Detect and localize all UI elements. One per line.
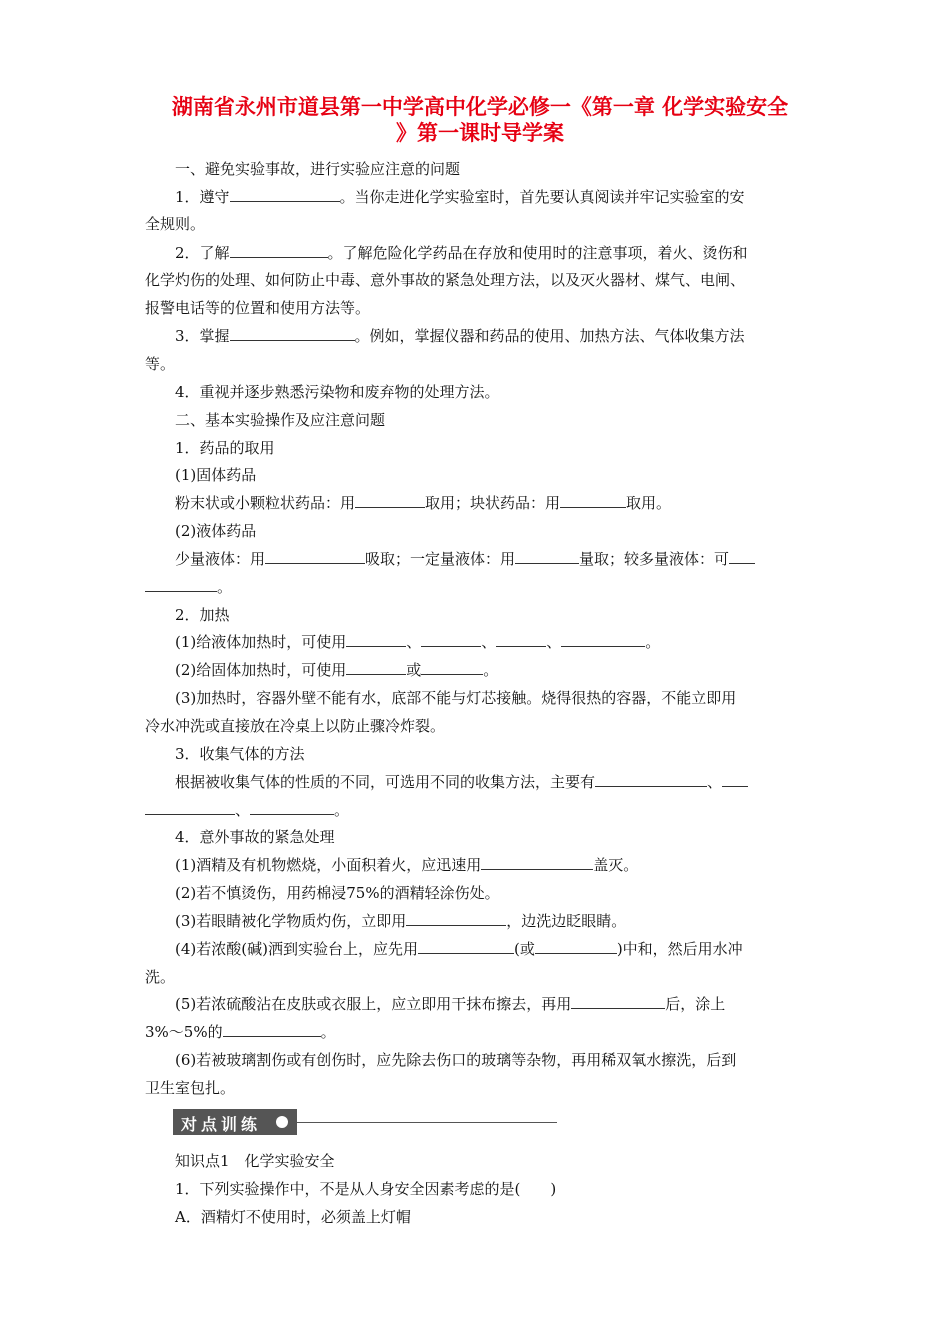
liquid-text-a: 少量液体：用 [175, 550, 266, 568]
sub-1b-heading: (2)液体药品 [175, 522, 257, 540]
emergency-4-line-2: 洗。 [145, 968, 176, 986]
heating-note-line-2: 冷水冲洗或直接放在冷桌上以防止骤冷炸裂。 [145, 717, 446, 735]
blank-field [230, 243, 328, 258]
emergency-3-line [175, 911, 626, 931]
blank-field [535, 939, 617, 954]
item-1-text-a: 1．遵守 [175, 188, 230, 206]
liquid-reagent-line [175, 549, 755, 569]
knowledge-point-heading: 知识点1 化学实验安全 [175, 1152, 335, 1170]
blank-field [418, 939, 514, 954]
emergency-6-line-2: 卫生室包扎。 [145, 1079, 236, 1097]
sub-1a-heading: (1)固体药品 [175, 466, 257, 484]
sub-1-heading: 1．药品的取用 [175, 439, 275, 457]
emergency-1-text-b: 盖灭。 [593, 856, 639, 874]
blank-field [571, 994, 665, 1009]
emergency-4-line [175, 939, 743, 959]
emergency-5-text-a: (5)若浓硫酸沾在皮肤或衣服上，应立即用干抹布擦去，再用 [175, 995, 572, 1013]
sub-2-heading: 2．加热 [175, 606, 230, 624]
item-1-line [175, 187, 745, 207]
question-1: 1．下列实验操作中，不是从人身安全因素考虑的是( ) [175, 1180, 557, 1198]
heating-note-line: (3)加热时，容器外壁不能有水，底部不能与灯芯接触。烧得很热的容器，不能立即用 [175, 689, 737, 707]
sub-3-heading: 3．收集气体的方法 [175, 745, 305, 763]
blank-field [145, 577, 217, 592]
solid-text-a: 粉末状或小颗粒状药品：用 [175, 494, 356, 512]
emergency-6-line: (6)若被玻璃割伤或有创伤时，应先除去伤口的玻璃等杂物，再用稀双氧水擦洗，后到 [175, 1051, 737, 1069]
emergency-4-text-a: (4)若浓酸(碱)洒到实验台上，应先用 [175, 940, 418, 958]
solid-text-c: 取用。 [626, 494, 672, 512]
item-3-text-b: 。例如，掌握仪器和药品的使用、加热方法、气体收集方法 [354, 327, 745, 345]
gas-collect-line [175, 772, 748, 792]
separator: 、 [235, 801, 251, 819]
separator: 、 [707, 773, 723, 791]
blank-field [223, 1022, 321, 1037]
section-2-heading: 二、基本实验操作及应注意问题 [175, 411, 386, 429]
blank-field [346, 660, 406, 675]
blank-field [406, 911, 506, 926]
separator: 、 [481, 633, 497, 651]
liquid-text-c: 量取；较多量液体：可 [579, 550, 730, 568]
emergency-3-text-a: (3)若眼睛被化学物质灼伤，立即用 [175, 912, 407, 930]
blank-field [421, 632, 481, 647]
emergency-5-text-c: 3%～5%的 [145, 1023, 223, 1041]
item-3-line-2: 等。 [145, 355, 176, 373]
end-mark: 。 [334, 801, 350, 819]
item-2-text-b: 。了解危险化学药品在存放和使用时的注意事项，着火、烫伤和 [327, 244, 748, 262]
item-3-line [175, 326, 745, 346]
blank-field [481, 855, 593, 870]
page-title-line-2: 》第一课时导学案 [396, 121, 564, 145]
emergency-3-text-b: ，边洗边眨眼睛。 [506, 912, 627, 930]
gas-collect-line-2 [145, 800, 349, 820]
emergency-5-text-b: 后，涂上 [665, 995, 726, 1013]
banner-rule [297, 1122, 557, 1123]
item-2-line [175, 243, 748, 263]
emergency-5-line [175, 994, 725, 1014]
bullet-dot-icon [276, 1116, 288, 1128]
blank-field [722, 772, 748, 787]
section-1-heading: 一、避免实验事故，进行实验应注意的问题 [175, 160, 461, 178]
heating-solid-text-c: 。 [483, 661, 499, 679]
separator: 、 [406, 633, 422, 651]
solid-reagent-line [175, 493, 671, 513]
item-1-line-2: 全规则。 [145, 215, 206, 233]
emergency-5-line-2 [145, 1022, 336, 1042]
item-3-text-a: 3．掌握 [175, 327, 230, 345]
blank-field [561, 632, 645, 647]
emergency-4-text-c: )中和，然后用水冲 [616, 940, 743, 958]
practice-banner [173, 1109, 557, 1135]
sub-4-heading: 4．意外事故的紧急处理 [175, 828, 335, 846]
solid-text-b: 取用；块状药品：用 [425, 494, 561, 512]
liquid-text-b: 吸取；一定量液体：用 [365, 550, 516, 568]
heating-solid-text-b: 或 [406, 661, 422, 679]
item-2-line-3: 报警电话等的位置和使用方法等。 [145, 299, 371, 317]
question-1-option-a: A．酒精灯不使用时，必须盖上灯帽 [175, 1208, 411, 1226]
gas-collect-text-a: 根据被收集气体的性质的不同，可选用不同的收集方法，主要有 [175, 773, 596, 791]
emergency-2-line: (2)若不慎烫伤，用药棉浸75%的酒精轻涂伤处。 [175, 884, 500, 902]
item-2-text-a: 2．了解 [175, 244, 230, 262]
liquid-reagent-line-2 [145, 577, 232, 597]
blank-field [496, 632, 546, 647]
heating-solid-text-a: (2)给固体加热时，可使用 [175, 661, 347, 679]
blank-field [515, 549, 579, 564]
heating-solid-line [175, 660, 498, 680]
blank-field [729, 549, 755, 564]
page-title-line-1: 湖南省永州市道县第一中学高中化学必修一《第一章 化学实验安全 [171, 95, 789, 119]
blank-field [595, 772, 707, 787]
end-mark: 。 [645, 633, 661, 651]
blank-field [421, 660, 483, 675]
blank-field [230, 326, 355, 341]
blank-field [265, 549, 365, 564]
blank-field [250, 800, 334, 815]
emergency-5-text-d: 。 [320, 1023, 336, 1041]
emergency-1-text-a: (1)酒精及有机物燃烧，小面积着火，应迅速用 [175, 856, 482, 874]
blank-field [346, 632, 406, 647]
item-1-text-b: 。当你走进化学实验室时，首先要认真阅读并牢记实验室的安 [339, 188, 745, 206]
heating-liquid-line [175, 632, 660, 652]
emergency-1-line [175, 855, 638, 875]
heating-liquid-text: (1)给液体加热时，可使用 [175, 633, 347, 651]
emergency-4-text-b: (或 [513, 940, 535, 958]
liquid-text-d: 。 [217, 578, 233, 596]
blank-field [230, 187, 340, 202]
blank-field [355, 493, 425, 508]
item-4-line: 4．重视并逐步熟悉污染物和废弃物的处理方法。 [175, 383, 500, 401]
blank-field [145, 800, 235, 815]
blank-field [560, 493, 626, 508]
separator: 、 [546, 633, 562, 651]
item-2-line-2: 化学灼伤的处理、如何防止中毒、意外事故的紧急处理方法，以及灭火器材、煤气、电闸、 [145, 271, 746, 289]
banner-label: 对点训练 [181, 1115, 262, 1134]
